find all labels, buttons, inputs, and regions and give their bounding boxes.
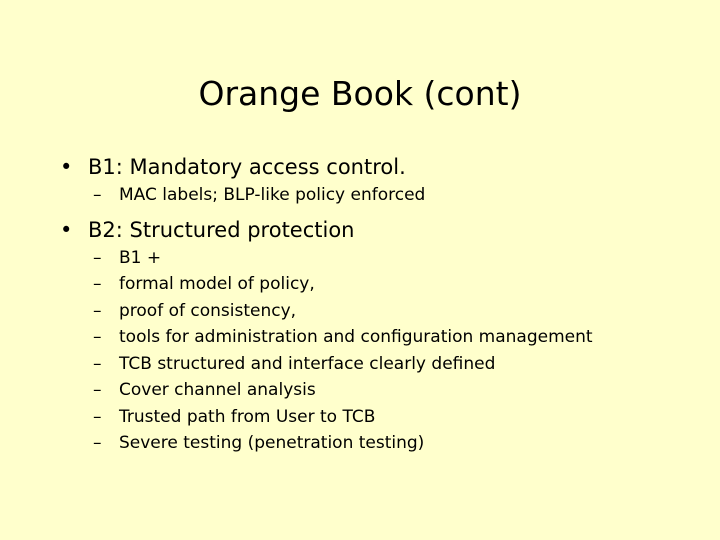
sub-item — [58, 245, 698, 272]
bullet-icon: • — [60, 155, 73, 179]
sub-item — [58, 430, 698, 457]
bullet-item — [58, 152, 698, 182]
sub-item — [58, 298, 698, 325]
dash-icon: – — [93, 353, 102, 374]
sub-item-text: tools for administration and configuration management — [119, 327, 593, 347]
bullet-b2 — [58, 215, 698, 457]
dash-icon: – — [93, 327, 102, 347]
bullet-item — [58, 215, 698, 245]
sub-item-text: MAC labels; BLP-like policy enforced — [119, 185, 426, 205]
sub-item-text: proof of consistency, — [119, 300, 297, 321]
dash-icon: – — [93, 433, 102, 453]
dash-icon: – — [93, 300, 102, 321]
sub-item-text: TCB structured and interface clearly defined — [119, 353, 496, 374]
sub-item-text: Trusted path from User to TCB — [119, 406, 376, 427]
sub-item-text: formal model of policy, — [119, 274, 315, 294]
slide-content — [58, 152, 698, 463]
dash-icon: – — [93, 247, 102, 268]
sub-item-text: Cover channel analysis — [119, 380, 316, 400]
sub-item-text: B1 + — [119, 247, 162, 268]
bullet-text: B2: Structured protection — [88, 217, 355, 242]
sub-item — [58, 351, 698, 378]
bullet-icon: • — [60, 217, 73, 242]
sub-item-text: Severe testing (penetration testing) — [119, 433, 425, 453]
sub-item — [58, 377, 698, 404]
sub-item — [58, 324, 698, 351]
dash-icon: – — [93, 274, 102, 294]
sub-item — [58, 182, 698, 209]
sub-item — [58, 271, 698, 298]
sub-item — [58, 404, 698, 431]
bullet-b1 — [58, 152, 698, 209]
dash-icon: – — [93, 406, 102, 427]
dash-icon: – — [93, 380, 102, 400]
bullet-text: B1: Mandatory access control. — [88, 155, 406, 179]
dash-icon: – — [93, 185, 102, 205]
slide-title: Orange Book (cont) — [198, 74, 522, 113]
